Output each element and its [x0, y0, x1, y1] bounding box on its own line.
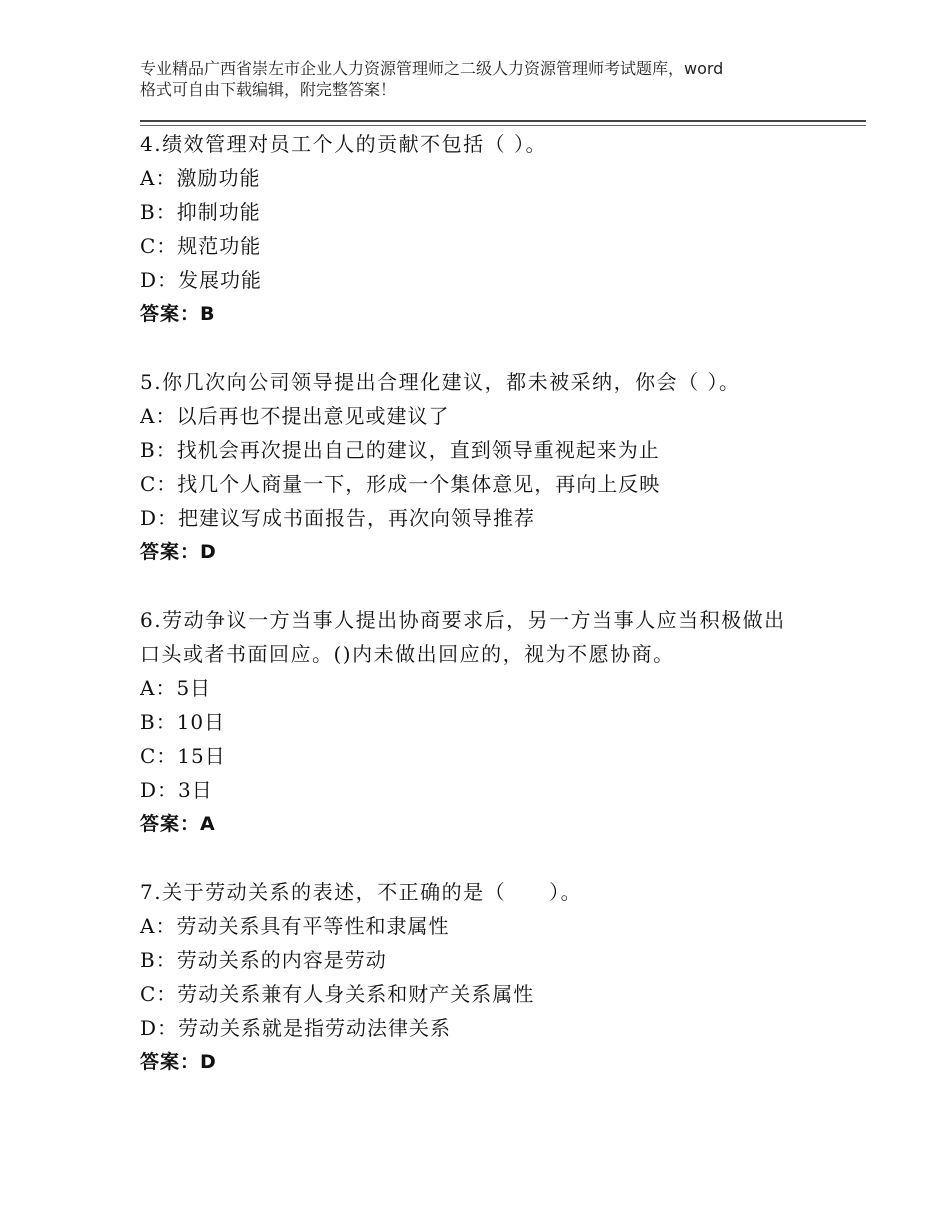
question-stem-line: 口头或者书面回应。()内未做出回应的，视为不愿协商。: [140, 642, 675, 666]
option-b: B：找机会再次提出自己的建议，直到领导重视起来为止: [140, 438, 660, 462]
header-line-2: 格式可自由下载编辑，附完整答案！: [140, 80, 397, 99]
answer: 答案：D: [140, 1051, 217, 1073]
question-7: [140, 875, 840, 1079]
question-5: [140, 365, 840, 569]
question-list: [140, 127, 840, 1113]
option-b: B：10日: [140, 710, 226, 734]
header-divider-thin: [140, 125, 866, 126]
header-line-1: 专业精品广西省崇左市企业人力资源管理师之二级人力资源管理师考试题库，word: [140, 59, 724, 78]
option-d: D：劳动关系就是指劳动法律关系: [140, 1016, 452, 1040]
option-d: D：发展功能: [140, 268, 263, 292]
option-b: B：抑制功能: [140, 200, 261, 224]
question-stem-line: 6.劳动争议一方当事人提出协商要求后，另一方当事人应当积极做出: [140, 608, 786, 632]
question-6: [140, 603, 840, 841]
option-c: C：劳动关系兼有人身关系和财产关系属性: [140, 982, 535, 1006]
answer: 答案：B: [140, 303, 216, 325]
option-a: A：5日: [140, 676, 212, 700]
option-a: A：以后再也不提出意见或建议了: [140, 404, 450, 428]
document-header: [140, 58, 830, 100]
option-c: C：找几个人商量一下，形成一个集体意见，再向上反映: [140, 472, 661, 496]
option-a: A：劳动关系具有平等性和隶属性: [140, 914, 450, 938]
question-stem-line: 5.你几次向公司领导提出合理化建议，都未被采纳，你会（ ）。: [140, 370, 741, 394]
option-c: C：规范功能: [140, 234, 262, 258]
question-stem: [140, 875, 840, 909]
option-d: D：把建议写成书面报告，再次向领导推荐: [140, 506, 536, 530]
question-stem: [140, 603, 840, 671]
answer: 答案：A: [140, 813, 216, 835]
question-stem-line: 4.绩效管理对员工个人的贡献不包括（ ）。: [140, 132, 547, 156]
answer: 答案：D: [140, 541, 217, 563]
option-a: A：激励功能: [140, 166, 261, 190]
question-stem: [140, 365, 840, 399]
question-stem: [140, 127, 840, 161]
option-b: B：劳动关系的内容是劳动: [140, 948, 387, 972]
option-d: D：3日: [140, 778, 213, 802]
option-c: C：15日: [140, 744, 226, 768]
question-stem-line: 7.关于劳动关系的表述，不正确的是（ ）。: [140, 880, 583, 904]
header-divider-thick: [140, 120, 866, 122]
question-4: [140, 127, 840, 331]
